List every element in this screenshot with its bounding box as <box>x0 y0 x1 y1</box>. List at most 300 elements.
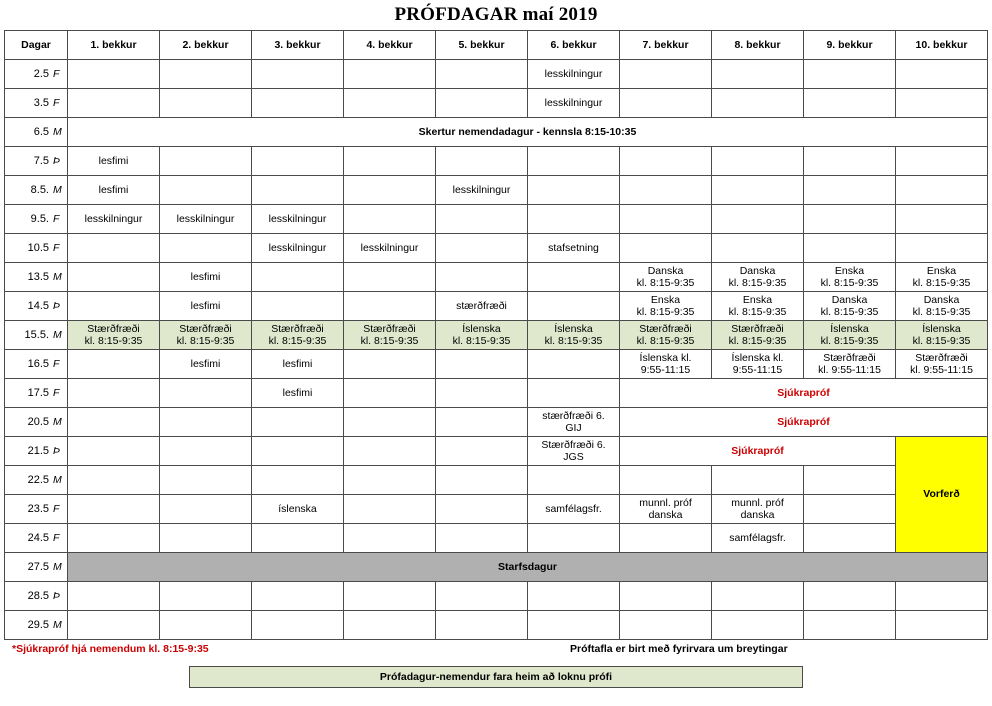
schedule-cell <box>896 350 988 379</box>
schedule-cell <box>436 147 528 176</box>
schedule-cell <box>344 350 436 379</box>
bottom-banner-note: Prófadagur-nemendur fara heim að loknu prófi <box>189 666 803 688</box>
cell-line: kl. 9:55-11:15 <box>910 364 973 376</box>
schedule-cell <box>344 321 436 350</box>
day-letter: F <box>53 212 60 225</box>
schedule-cell <box>896 176 988 205</box>
cell-line: Enska <box>926 264 957 277</box>
sjukraprof-cell: Sjúkrapróf <box>620 408 988 437</box>
schedule-cell <box>804 263 896 292</box>
cell-line: kl. 9:55-11:15 <box>818 364 881 376</box>
schedule-cell <box>252 408 344 437</box>
schedule-cell <box>252 582 344 611</box>
day-cell <box>5 205 68 234</box>
schedule-cell <box>344 263 436 292</box>
cell-line: kl. 8:15-9:35 <box>728 306 787 318</box>
cell-line: kl. 8:15-9:35 <box>544 335 603 347</box>
schedule-cell <box>344 147 436 176</box>
cell-line: samfélagsfr. <box>545 502 602 515</box>
schedule-cell <box>436 60 528 89</box>
day-letter: M <box>53 473 62 486</box>
cell-line: Danska <box>647 264 684 277</box>
cell-line: Danska <box>923 293 960 306</box>
schedule-cell <box>712 234 804 263</box>
schedule-cell <box>436 466 528 495</box>
cell-line: Enska <box>834 264 865 277</box>
cell-line: lesfimi <box>98 183 129 196</box>
cell-line: lesskilningur <box>84 212 143 225</box>
day-letter: M <box>53 618 62 631</box>
schedule-cell <box>68 350 160 379</box>
column-header-grade-1: 1. bekkur <box>68 31 160 60</box>
schedule-cell <box>804 60 896 89</box>
day-letter: F <box>53 357 60 370</box>
schedule-cell <box>252 524 344 553</box>
cell-line: GIJ <box>565 422 582 434</box>
short-day-banner: Skertur nemendadagur - kennsla 8:15-10:35 <box>68 118 988 147</box>
schedule-cell <box>252 292 344 321</box>
workday-banner: Starfsdagur <box>68 553 988 582</box>
schedule-cell <box>436 205 528 234</box>
vorferd-cell: Vorferð <box>896 437 988 553</box>
schedule-cell <box>436 495 528 524</box>
cell-line: danska <box>740 509 775 521</box>
day-cell <box>5 89 68 118</box>
column-header-grade-6: 6. bekkur <box>528 31 620 60</box>
cell-line: Stærðfræði <box>639 322 692 335</box>
sjukraprof-cell: Sjúkrapróf <box>620 437 896 466</box>
cell-line: Íslenska kl. <box>639 351 692 364</box>
schedule-cell <box>804 495 896 524</box>
day-number: 21.5 <box>27 444 49 457</box>
cell-line: lesfimi <box>98 154 129 167</box>
cell-line: kl. 8:15-9:35 <box>360 335 419 347</box>
schedule-cell <box>620 582 712 611</box>
table-row <box>5 292 988 321</box>
schedule-cell <box>804 147 896 176</box>
schedule-cell <box>712 147 804 176</box>
page-title: PRÓFDAGAR maí 2019 <box>394 4 598 25</box>
day-number: 22.5 <box>27 473 49 486</box>
cell-line: Íslenska <box>830 322 869 335</box>
schedule-cell <box>252 205 344 234</box>
day-number: 2.5 <box>33 67 49 80</box>
table-row <box>5 89 988 118</box>
schedule-cell <box>620 176 712 205</box>
cell-line: kl. 8:15-9:35 <box>452 335 511 347</box>
schedule-cell <box>252 147 344 176</box>
day-number: 17.5 <box>27 386 49 399</box>
schedule-cell <box>68 437 160 466</box>
day-cell <box>5 524 68 553</box>
day-number: 24.5 <box>27 531 49 544</box>
schedule-cell <box>896 292 988 321</box>
schedule-cell <box>68 379 160 408</box>
day-letter: Þ <box>53 299 61 312</box>
day-number: 8.5. <box>30 183 49 196</box>
schedule-cell <box>436 379 528 408</box>
day-number: 3.5 <box>33 96 49 109</box>
cell-line: Stærðfræði <box>915 351 968 364</box>
schedule-cell <box>436 524 528 553</box>
day-cell <box>5 60 68 89</box>
schedule-cell <box>896 89 988 118</box>
column-header-grade-2: 2. bekkur <box>160 31 252 60</box>
schedule-cell <box>436 176 528 205</box>
cell-line: stærðfræði <box>456 299 507 312</box>
footnote-sick-exam: *Sjúkrapróf hjá nemendum kl. 8:15-9:35 <box>12 643 209 655</box>
cell-line: lesskilningur <box>176 212 235 225</box>
schedule-cell <box>528 292 620 321</box>
schedule-cell <box>712 495 804 524</box>
schedule-cell <box>436 234 528 263</box>
cell-line: lesfimi <box>190 357 221 370</box>
schedule-cell <box>68 321 160 350</box>
column-header-grade-4: 4. bekkur <box>344 31 436 60</box>
day-cell <box>5 611 68 640</box>
schedule-cell <box>160 582 252 611</box>
schedule-cell <box>528 147 620 176</box>
cell-line: lesskilningur <box>544 96 603 109</box>
day-letter: Þ <box>53 444 61 457</box>
table-header <box>5 31 988 60</box>
schedule-cell <box>68 234 160 263</box>
schedule-cell <box>620 466 712 495</box>
footnote-disclaimer: Próftafla er birt með fyrirvara um breytingar <box>570 643 788 655</box>
schedule-cell <box>528 234 620 263</box>
day-letter: M <box>53 328 62 341</box>
cell-line: danska <box>648 509 683 521</box>
schedule-cell <box>804 176 896 205</box>
cell-line: munnl. próf <box>731 496 784 509</box>
schedule-cell <box>344 495 436 524</box>
table-row <box>5 553 988 582</box>
cell-line: kl. 8:15-9:35 <box>636 335 695 347</box>
table-row <box>5 147 988 176</box>
schedule-cell <box>436 263 528 292</box>
cell-line: stærðfræði 6. <box>542 409 605 422</box>
table-row <box>5 408 988 437</box>
schedule-cell <box>896 234 988 263</box>
schedule-cell <box>528 176 620 205</box>
cell-line: 9:55-11:15 <box>732 364 783 376</box>
cell-line: Enska <box>742 293 773 306</box>
schedule-cell <box>436 292 528 321</box>
cell-line: kl. 8:15-9:35 <box>912 277 971 289</box>
day-number: 10.5 <box>27 241 49 254</box>
column-header-grade-8: 8. bekkur <box>712 31 804 60</box>
column-header-grade-9: 9. bekkur <box>804 31 896 60</box>
cell-line: Stærðfræði 6. <box>541 438 606 451</box>
table-row <box>5 524 988 553</box>
day-letter: F <box>53 67 60 80</box>
table-body <box>5 60 988 640</box>
schedule-cell <box>68 176 160 205</box>
schedule-cell <box>160 263 252 292</box>
schedule-cell <box>252 495 344 524</box>
day-letter: M <box>53 415 62 428</box>
day-letter: M <box>53 183 62 196</box>
day-number: 20.5 <box>27 415 49 428</box>
schedule-cell <box>896 582 988 611</box>
schedule-cell <box>68 263 160 292</box>
table-row <box>5 350 988 379</box>
day-number: 6.5 <box>33 125 49 138</box>
schedule-cell <box>344 524 436 553</box>
schedule-cell <box>620 495 712 524</box>
cell-line: samfélagsfr. <box>729 531 786 544</box>
day-letter: Þ <box>53 589 61 602</box>
schedule-cell <box>68 495 160 524</box>
day-cell <box>5 379 68 408</box>
table-row <box>5 437 988 466</box>
schedule-cell <box>252 437 344 466</box>
cell-line: lesfimi <box>282 357 313 370</box>
cell-line: lesskilningur <box>268 212 327 225</box>
cell-line: kl. 8:15-9:35 <box>820 335 879 347</box>
schedule-cell <box>68 89 160 118</box>
schedule-cell <box>620 263 712 292</box>
cell-line: kl. 8:15-9:35 <box>820 306 879 318</box>
schedule-cell <box>68 524 160 553</box>
table-row <box>5 379 988 408</box>
schedule-cell <box>804 321 896 350</box>
cell-line: kl. 8:15-9:35 <box>636 306 695 318</box>
schedule-cell <box>160 205 252 234</box>
schedule-cell <box>620 234 712 263</box>
schedule-cell <box>68 205 160 234</box>
schedule-cell <box>712 611 804 640</box>
schedule-cell <box>528 437 620 466</box>
schedule-cell <box>344 60 436 89</box>
day-cell <box>5 263 68 292</box>
schedule-cell <box>896 611 988 640</box>
schedule-cell <box>252 263 344 292</box>
schedule-cell <box>620 60 712 89</box>
day-number: 13.5 <box>27 270 49 283</box>
column-header-grade-7: 7. bekkur <box>620 31 712 60</box>
schedule-cell <box>896 147 988 176</box>
day-number: 23.5 <box>27 502 49 515</box>
schedule-cell <box>528 89 620 118</box>
schedule-cell <box>68 582 160 611</box>
cell-line: Stærðfræði <box>271 322 324 335</box>
cell-line: lesfimi <box>190 299 221 312</box>
day-letter: F <box>53 531 60 544</box>
day-number: 9.5. <box>30 212 49 225</box>
schedule-cell <box>620 350 712 379</box>
cell-line: Stærðfræði <box>87 322 140 335</box>
day-cell <box>5 495 68 524</box>
day-cell <box>5 437 68 466</box>
cell-line: kl. 8:15-9:35 <box>268 335 327 347</box>
cell-line: lesskilningur <box>544 67 603 80</box>
schedule-cell <box>528 611 620 640</box>
schedule-cell <box>160 292 252 321</box>
header-row <box>5 31 988 60</box>
table-row <box>5 582 988 611</box>
schedule-cell <box>804 611 896 640</box>
schedule-cell <box>896 60 988 89</box>
table-row <box>5 495 988 524</box>
cell-line: munnl. próf <box>639 496 692 509</box>
column-header-grade-5: 5. bekkur <box>436 31 528 60</box>
schedule-cell <box>620 321 712 350</box>
day-cell <box>5 553 68 582</box>
day-letter: Þ <box>53 154 61 167</box>
cell-line: íslenska <box>278 502 317 515</box>
cell-line: lesskilningur <box>268 241 327 254</box>
day-number: 28.5 <box>27 589 49 602</box>
exam-schedule-table <box>4 30 988 640</box>
day-letter: F <box>53 96 60 109</box>
schedule-cell <box>712 466 804 495</box>
schedule-cell <box>804 582 896 611</box>
cell-line: kl. 8:15-9:35 <box>728 335 787 347</box>
schedule-cell <box>528 205 620 234</box>
schedule-cell <box>344 205 436 234</box>
day-letter: M <box>53 270 62 283</box>
schedule-cell <box>896 263 988 292</box>
cell-line: Danska <box>831 293 868 306</box>
table-row <box>5 60 988 89</box>
cell-line: kl. 8:15-9:35 <box>84 335 143 347</box>
schedule-cell <box>436 321 528 350</box>
schedule-cell <box>344 292 436 321</box>
schedule-cell <box>160 234 252 263</box>
schedule-cell <box>252 89 344 118</box>
schedule-cell <box>160 408 252 437</box>
schedule-cell <box>620 147 712 176</box>
cell-line: lesskilningur <box>452 183 511 196</box>
schedule-cell <box>68 611 160 640</box>
schedule-cell <box>804 350 896 379</box>
cell-line: kl. 8:15-9:35 <box>912 306 971 318</box>
schedule-cell <box>252 60 344 89</box>
cell-line: JGS <box>563 451 584 463</box>
schedule-cell <box>712 350 804 379</box>
schedule-cell <box>160 147 252 176</box>
schedule-cell <box>528 408 620 437</box>
day-cell <box>5 147 68 176</box>
table-row <box>5 321 988 350</box>
schedule-cell <box>344 611 436 640</box>
schedule-cell <box>712 582 804 611</box>
schedule-cell <box>252 350 344 379</box>
schedule-cell <box>620 611 712 640</box>
day-cell <box>5 582 68 611</box>
schedule-cell <box>68 60 160 89</box>
schedule-cell <box>68 292 160 321</box>
schedule-cell <box>252 379 344 408</box>
day-letter: F <box>53 502 60 515</box>
schedule-cell <box>620 89 712 118</box>
schedule-cell <box>436 408 528 437</box>
day-letter: F <box>53 386 60 399</box>
schedule-cell <box>620 205 712 234</box>
day-letter: M <box>53 125 62 138</box>
schedule-cell <box>528 524 620 553</box>
schedule-cell <box>712 321 804 350</box>
day-number: 27.5 <box>27 560 49 573</box>
schedule-cell <box>344 408 436 437</box>
day-letter: F <box>53 241 60 254</box>
schedule-cell <box>252 321 344 350</box>
schedule-cell <box>68 466 160 495</box>
cell-line: lesskilningur <box>360 241 419 254</box>
schedule-cell <box>160 437 252 466</box>
day-number: 7.5 <box>33 154 49 167</box>
cell-line: kl. 8:15-9:35 <box>728 277 787 289</box>
schedule-cell <box>344 437 436 466</box>
schedule-cell <box>436 611 528 640</box>
schedule-cell <box>160 321 252 350</box>
day-number: 14.5 <box>27 299 49 312</box>
cell-line: kl. 8:15-9:35 <box>636 277 695 289</box>
column-header-grade-10: 10. bekkur <box>896 31 988 60</box>
column-header-dagar: Dagar <box>5 31 68 60</box>
column-header-grade-3: 3. bekkur <box>252 31 344 60</box>
day-letter: M <box>53 560 62 573</box>
schedule-cell <box>252 611 344 640</box>
table-row <box>5 234 988 263</box>
schedule-cell <box>528 379 620 408</box>
schedule-cell <box>344 379 436 408</box>
cell-line: Íslenska <box>462 322 501 335</box>
cell-line: Íslenska <box>554 322 593 335</box>
day-cell <box>5 350 68 379</box>
day-cell <box>5 466 68 495</box>
schedule-cell <box>252 234 344 263</box>
day-number: 29.5 <box>27 618 49 631</box>
cell-line: lesfimi <box>190 270 221 283</box>
day-cell <box>5 234 68 263</box>
table-row <box>5 118 988 147</box>
schedule-cell <box>160 524 252 553</box>
cell-line: Danska <box>739 264 776 277</box>
schedule-cell <box>804 205 896 234</box>
schedule-cell <box>528 495 620 524</box>
schedule-cell <box>344 234 436 263</box>
schedule-cell <box>344 466 436 495</box>
schedule-cell <box>436 350 528 379</box>
schedule-cell <box>252 176 344 205</box>
schedule-cell <box>436 89 528 118</box>
schedule-cell <box>712 205 804 234</box>
table-row <box>5 611 988 640</box>
cell-line: 9:55-11:15 <box>640 364 691 376</box>
schedule-cell <box>160 60 252 89</box>
schedule-cell <box>528 350 620 379</box>
schedule-cell <box>68 147 160 176</box>
cell-line: Íslenska kl. <box>731 351 784 364</box>
schedule-cell <box>160 611 252 640</box>
cell-line: kl. 8:15-9:35 <box>912 335 971 347</box>
day-cell <box>5 118 68 147</box>
schedule-cell <box>712 176 804 205</box>
schedule-cell <box>804 466 896 495</box>
schedule-cell <box>344 582 436 611</box>
schedule-cell <box>896 205 988 234</box>
schedule-cell <box>68 408 160 437</box>
day-number: 15.5. <box>24 328 49 341</box>
day-cell <box>5 176 68 205</box>
schedule-cell <box>896 321 988 350</box>
schedule-cell <box>528 466 620 495</box>
schedule-cell <box>160 466 252 495</box>
schedule-cell <box>160 495 252 524</box>
schedule-cell <box>528 321 620 350</box>
